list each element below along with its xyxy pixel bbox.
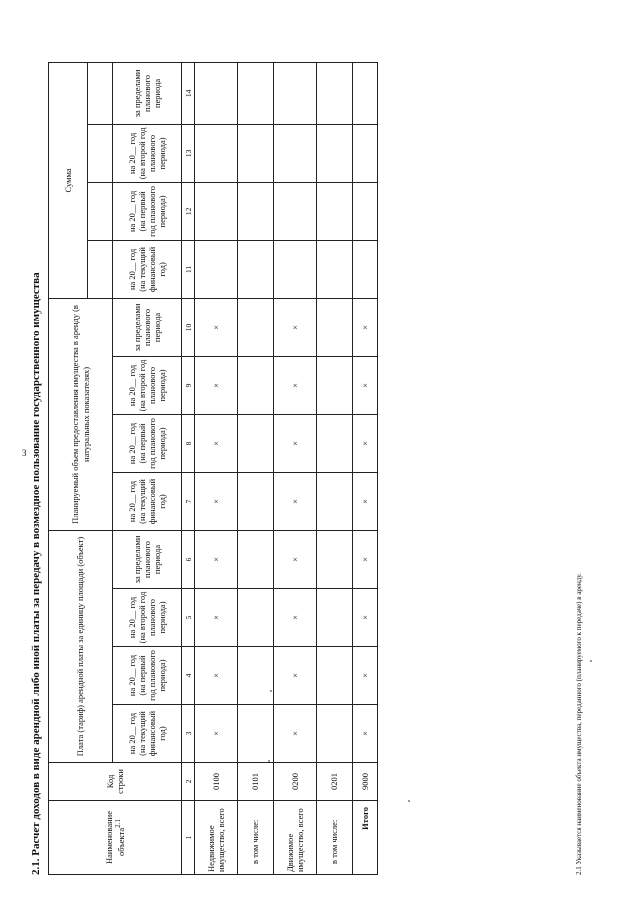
total-row <box>353 62 378 874</box>
header-sum-blank <box>88 62 113 124</box>
table-cell <box>317 530 353 588</box>
table-cell <box>317 589 353 647</box>
column-number: 13 <box>182 124 195 182</box>
table-cell: × <box>353 414 378 472</box>
period-header: на 20__ год (на текущий финансовый год) <box>113 705 182 763</box>
row-name: Движимое имущество, всего <box>274 801 317 875</box>
header-sum-blank <box>88 124 113 182</box>
table-row <box>195 62 238 874</box>
period-header: на 20__ год (на текущий финансовый год) <box>113 472 182 530</box>
table-cell <box>317 414 353 472</box>
period-header: за пределами планового периода <box>113 62 182 124</box>
column-number: 12 <box>182 182 195 240</box>
table-cell <box>238 182 274 240</box>
column-number: 10 <box>182 298 195 356</box>
header-object-name: Наименование объекта$^{2.1}$ <box>49 801 182 875</box>
table-cell <box>274 124 317 182</box>
period-header: за пределами планового периода <box>113 298 182 356</box>
period-header: на 20__ год (на первый год планового периода) <box>113 414 182 472</box>
table-cell: × <box>195 472 238 530</box>
table-cell <box>274 182 317 240</box>
column-number: 5 <box>182 589 195 647</box>
table-cell: × <box>195 414 238 472</box>
row-name: в том числе: <box>317 801 353 875</box>
table-cell <box>238 240 274 298</box>
table-cell: × <box>195 705 238 763</box>
table-cell <box>195 62 238 124</box>
table-cell <box>238 124 274 182</box>
table-cell <box>353 182 378 240</box>
table-cell <box>274 62 317 124</box>
table-cell <box>353 62 378 124</box>
table-cell <box>317 647 353 705</box>
rotated-page-content <box>30 55 630 875</box>
header-rent-rate: Плата (тариф) арендной платы за единицу площади (объект) <box>49 530 113 762</box>
header-sum: Сумма <box>49 62 88 298</box>
table-cell <box>238 414 274 472</box>
table-cell <box>238 472 274 530</box>
column-number: 14 <box>182 62 195 124</box>
table-cell: × <box>195 298 238 356</box>
table-cell <box>238 298 274 356</box>
table-cell <box>317 182 353 240</box>
row-code: 0101 <box>238 763 274 801</box>
column-number: 11 <box>182 240 195 298</box>
scan-speck <box>268 760 270 762</box>
table-cell <box>238 62 274 124</box>
table-cell <box>317 298 353 356</box>
period-header: на 20__ год (на второй год планового периода) <box>113 124 182 182</box>
header-row-code: Код строки <box>49 763 182 801</box>
scan-speck <box>270 690 272 692</box>
table-cell <box>317 240 353 298</box>
header-sum-blank <box>88 182 113 240</box>
table-cell <box>353 124 378 182</box>
column-number: 9 <box>182 356 195 414</box>
table-cell <box>238 530 274 588</box>
table-row <box>317 62 353 874</box>
column-number: 4 <box>182 647 195 705</box>
section-title: 2.1. Расчет доходов в виде арендной либо иной платы за передачу в возмездное пользование государственного имущества <box>30 272 42 875</box>
column-number: 2 <box>182 763 195 801</box>
page-number: 3 <box>22 448 27 458</box>
period-header: за пределами планового периода <box>113 530 182 588</box>
table-cell: × <box>274 647 317 705</box>
table-cell: × <box>274 472 317 530</box>
table-row <box>274 62 317 874</box>
header-planned-volume: Планируемый объем предоставления имущества в аренду (в натуральных показателях) <box>49 298 113 530</box>
period-header: на 20__ год (на первый год планового периода) <box>113 182 182 240</box>
table-cell: × <box>274 414 317 472</box>
table-cell: × <box>353 530 378 588</box>
table-cell: × <box>353 472 378 530</box>
period-header: на 20__ год (на второй год планового периода) <box>113 589 182 647</box>
row-name: в том числе: <box>238 801 274 875</box>
table-cell: × <box>353 298 378 356</box>
table-cell: × <box>274 705 317 763</box>
period-header: на 20__ год (на текущий финансовый год) <box>113 240 182 298</box>
column-number: 8 <box>182 414 195 472</box>
table-cell <box>317 356 353 414</box>
table-cell <box>317 62 353 124</box>
table-cell <box>238 589 274 647</box>
table-cell: × <box>353 589 378 647</box>
table-cell <box>317 705 353 763</box>
table-cell <box>317 124 353 182</box>
table-cell <box>353 240 378 298</box>
table-cell: × <box>274 356 317 414</box>
column-number: 7 <box>182 472 195 530</box>
scan-speck <box>590 660 592 662</box>
scan-speck <box>408 800 410 802</box>
table-cell <box>238 705 274 763</box>
table-cell <box>195 240 238 298</box>
period-header: на 20__ год (на первый год планового периода) <box>113 647 182 705</box>
row-name: Недвижимое имущество, всего <box>195 801 238 875</box>
table-cell: × <box>195 647 238 705</box>
table-cell <box>195 124 238 182</box>
table-cell <box>238 356 274 414</box>
table-cell: × <box>274 589 317 647</box>
footnote: 2.1 Указывается наименование объекта имущества, переданного (планируемого к передаче) в аренду. <box>575 573 583 875</box>
column-number: 3 <box>182 705 195 763</box>
table-cell <box>195 182 238 240</box>
row-code: 0200 <box>274 763 317 801</box>
table-cell: × <box>274 298 317 356</box>
table-cell <box>317 472 353 530</box>
table-row <box>238 62 274 874</box>
row-code: 0201 <box>317 763 353 801</box>
table-cell: × <box>353 356 378 414</box>
table-cell <box>274 240 317 298</box>
total-label: Итого <box>353 801 378 875</box>
column-number: 1 <box>182 801 195 875</box>
header-sum-blank <box>88 240 113 298</box>
row-code: 9000 <box>353 763 378 801</box>
table-cell: × <box>195 530 238 588</box>
period-header: на 20__ год (на второй год планового периода) <box>113 356 182 414</box>
table-cell <box>238 647 274 705</box>
table-cell: × <box>353 647 378 705</box>
column-number: 6 <box>182 530 195 588</box>
table-cell: × <box>353 705 378 763</box>
table-cell: × <box>195 589 238 647</box>
table-cell: × <box>274 530 317 588</box>
revenue-calculation-table <box>48 62 378 875</box>
row-code: 0100 <box>195 763 238 801</box>
table-cell: × <box>195 356 238 414</box>
